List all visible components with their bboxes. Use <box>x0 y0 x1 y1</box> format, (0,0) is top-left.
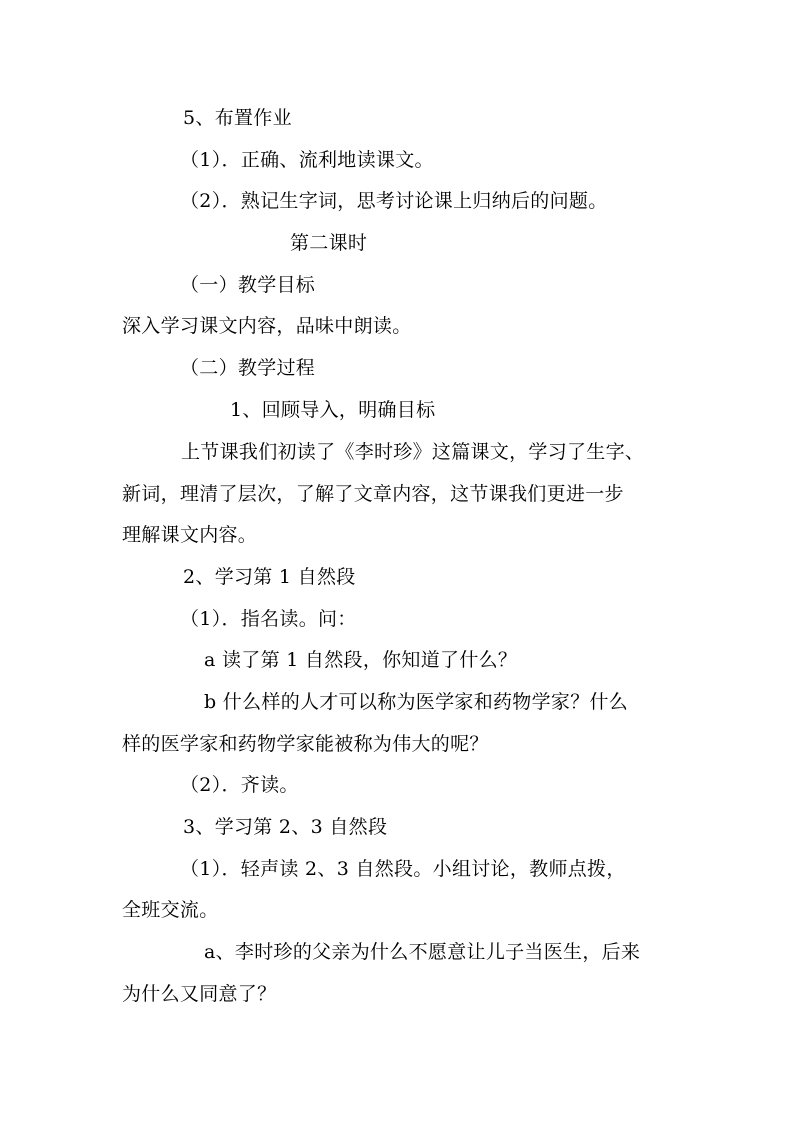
question-a-father-continued: 为什么又同意了？ <box>122 983 277 1005</box>
homework-item-1: （1）．正确、流利地读课文。 <box>180 149 434 171</box>
question-a-father: a、李时珍的父亲为什么不愿意让儿子当医生，后来 <box>204 941 641 963</box>
paragraph-line: 理解课文内容。 <box>122 524 258 546</box>
sub-item-quiet-read: （1）．轻声读 2、3 自然段。小组讨论，教师点拨， <box>180 858 626 880</box>
question-b: b 什么样的人才可以称为医学家和药物学家？什么 <box>204 691 629 713</box>
homework-item-2: （2）．熟记生字词，思考讨论课上归纳后的问题。 <box>180 190 608 212</box>
sub-item-quiet-read-continued: 全班交流。 <box>122 899 219 921</box>
step-heading-paragraph-2-3: 3、学习第 2、3 自然段 <box>183 816 388 838</box>
teaching-goal-text: 深入学习课文内容，品味中朗读。 <box>122 315 412 337</box>
lesson-heading-second-period: 第二课时 <box>290 232 368 254</box>
paragraph-line: 上节课我们初读了《李时珍》这篇课文，学习了生字、 <box>181 441 645 463</box>
sub-item-read: （1）．指名读。问： <box>180 608 357 630</box>
section-heading-homework: 5、布置作业 <box>183 107 292 129</box>
section-heading-teaching-process: （二）教学过程 <box>180 357 316 379</box>
question-b-continued: 样的医学家和药物学家能被称为伟大的呢？ <box>122 733 489 755</box>
question-a: a 读了第 1 自然段，你知道了什么？ <box>204 649 518 671</box>
step-heading-paragraph-1: 2、学习第 1 自然段 <box>183 566 356 588</box>
sub-item-read-together: （2）．齐读。 <box>180 774 299 796</box>
paragraph-line: 新词，理清了层次，了解了文章内容，这节课我们更进一步 <box>122 483 624 505</box>
step-heading-review: 1、回顾导入，明确目标 <box>230 399 436 421</box>
section-heading-teaching-goal: （一）教学目标 <box>180 274 316 296</box>
